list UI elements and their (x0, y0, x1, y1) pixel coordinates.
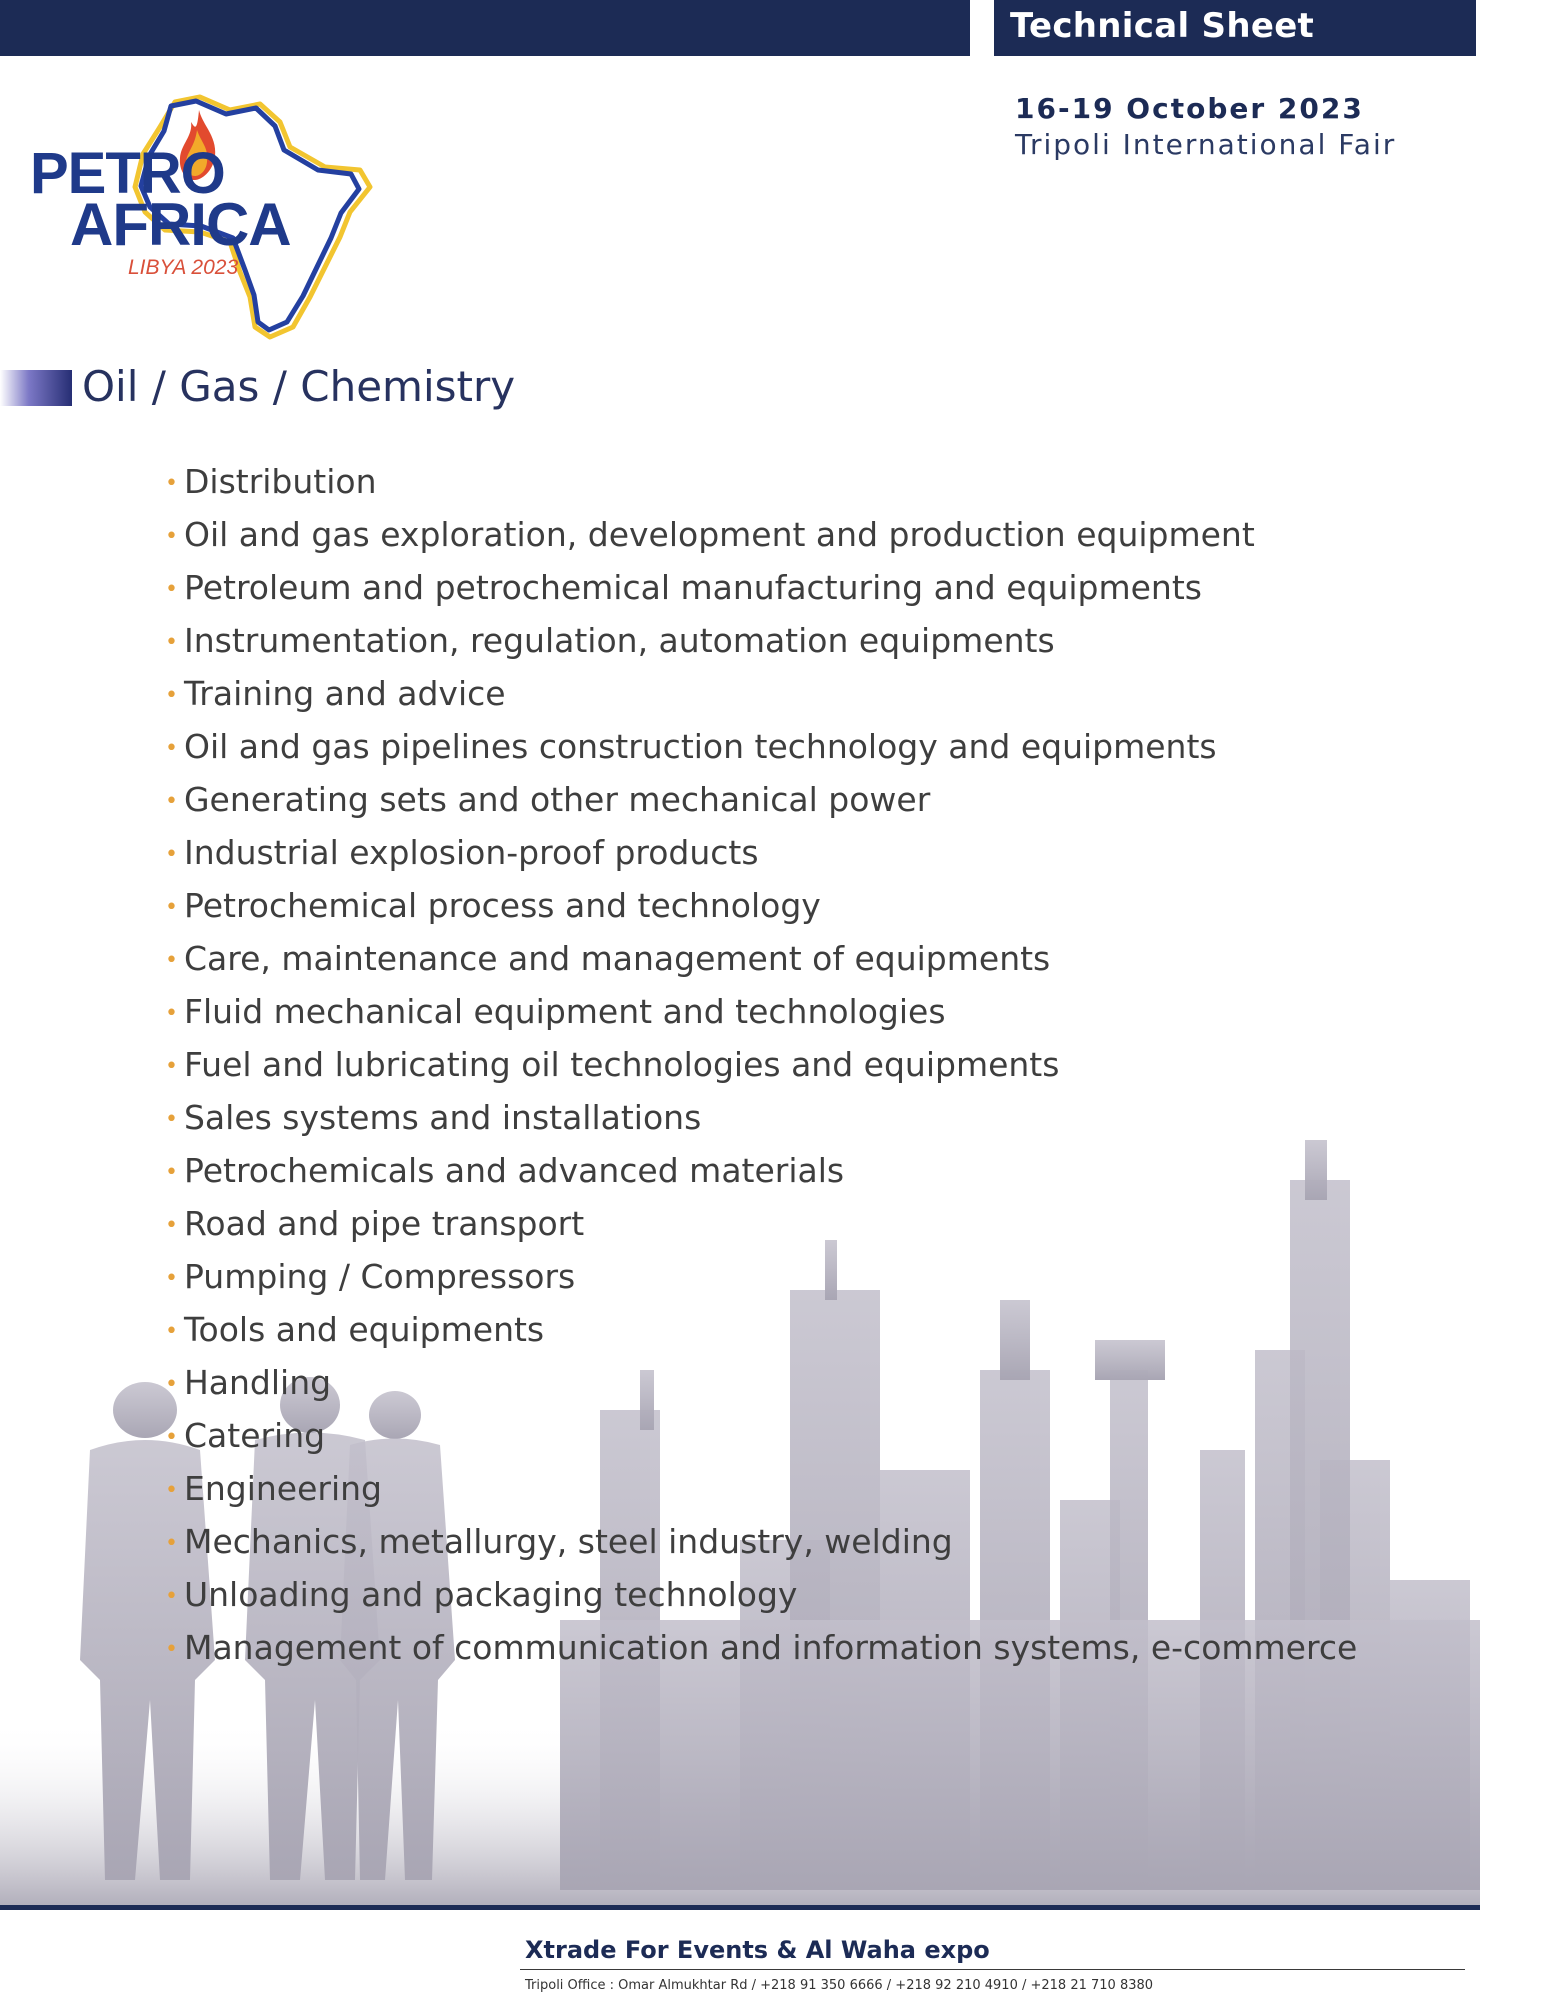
category-list (165, 455, 1357, 1674)
list-item (165, 1144, 1357, 1197)
list-item-text: Management of communication and information systems, e-commerce (183, 1628, 1358, 1667)
list-item (165, 1091, 1357, 1144)
bullet-icon: • (165, 736, 178, 761)
bullet-icon: • (165, 842, 178, 867)
list-item (165, 1409, 1357, 1462)
list-item (165, 1621, 1357, 1674)
footer-divider (0, 1905, 1480, 1910)
list-item-text: Catering (183, 1416, 326, 1455)
list-item-text: Petroleum and petrochemical manufacturing and equipments (183, 568, 1202, 607)
list-item (165, 1038, 1357, 1091)
footer-underline (520, 1969, 1465, 1970)
bullet-icon: • (165, 630, 178, 655)
bullet-icon: • (165, 1160, 178, 1185)
logo-line2: AFRICA (70, 191, 291, 258)
footer-contact: Tripoli Office : Omar Almukhtar Rd / +218 91 350 6666 / +218 92 210 4910 / +218 21 710 8380 (525, 1978, 1154, 1993)
list-item (165, 561, 1357, 614)
list-item (165, 985, 1357, 1038)
list-item-text: Handling (183, 1363, 332, 1402)
list-item (165, 1197, 1357, 1250)
list-item-text: Fluid mechanical equipment and technologies (183, 992, 946, 1031)
list-item (165, 720, 1357, 773)
bullet-icon: • (165, 1213, 178, 1238)
list-item (165, 1462, 1357, 1515)
list-item (165, 1515, 1357, 1568)
list-item-text: Mechanics, metallurgy, steel industry, welding (183, 1522, 953, 1561)
list-item (165, 1568, 1357, 1621)
list-item-text: Training and advice (183, 674, 506, 713)
list-item (165, 773, 1357, 826)
list-item-text: Oil and gas pipelines construction technology and equipments (183, 727, 1217, 766)
bullet-icon: • (165, 1107, 178, 1132)
list-item-text: Pumping / Compressors (183, 1257, 576, 1296)
list-item-text: Engineering (183, 1469, 382, 1508)
bullet-icon: • (165, 1478, 178, 1503)
list-item (165, 1250, 1357, 1303)
list-item-text: Distribution (183, 462, 377, 501)
list-item-text: Road and pipe transport (183, 1204, 585, 1243)
bullet-icon: • (165, 471, 178, 496)
section-accent-bar (0, 370, 72, 406)
event-venue: Tripoli International Fair (1015, 128, 1397, 161)
list-item (165, 1303, 1357, 1356)
bullet-icon: • (165, 577, 178, 602)
bullet-icon: • (165, 1266, 178, 1291)
list-item-text: Petrochemicals and advanced materials (183, 1151, 845, 1190)
list-item (165, 667, 1357, 720)
list-item-text: Oil and gas exploration, development and production equipment (183, 515, 1255, 554)
section-title: Oil / Gas / Chemistry (82, 362, 516, 411)
bullet-icon: • (165, 1531, 178, 1556)
bullet-icon: • (165, 1372, 178, 1397)
bullet-icon: • (165, 1425, 178, 1450)
list-item (165, 455, 1357, 508)
bullet-icon: • (165, 1001, 178, 1026)
list-item-text: Generating sets and other mechanical power (183, 780, 931, 819)
bullet-icon: • (165, 524, 178, 549)
list-item-text: Industrial explosion-proof products (183, 833, 759, 872)
list-item-text: Petrochemical process and technology (183, 886, 821, 925)
bullet-icon: • (165, 895, 178, 920)
sheet-title: Technical Sheet (1010, 6, 1315, 46)
logo-line1: PETRO (30, 141, 225, 206)
bullet-icon: • (165, 1319, 178, 1344)
list-item (165, 508, 1357, 561)
list-item-text: Fuel and lubricating oil technologies and equipments (183, 1045, 1060, 1084)
list-item (165, 879, 1357, 932)
bullet-icon: • (165, 1584, 178, 1609)
header-bar (0, 0, 970, 56)
bullet-icon: • (165, 1637, 178, 1662)
bullet-icon: • (165, 683, 178, 708)
bullet-icon: • (165, 1054, 178, 1079)
list-item-text: Instrumentation, regulation, automation equipments (183, 621, 1055, 660)
bullet-icon: • (165, 789, 178, 814)
event-dates: 16-19 October 2023 (1015, 92, 1364, 125)
list-item-text: Sales systems and installations (183, 1098, 702, 1137)
list-item (165, 932, 1357, 985)
list-item-text: Tools and equipments (183, 1310, 545, 1349)
list-item-text: Care, maintenance and management of equipments (183, 939, 1051, 978)
list-item-text: Unloading and packaging technology (183, 1575, 798, 1614)
list-item (165, 614, 1357, 667)
bullet-icon: • (165, 948, 178, 973)
list-item (165, 1356, 1357, 1409)
logo-subtitle: LIBYA 2023 (128, 256, 239, 279)
list-item (165, 826, 1357, 879)
footer-company: Xtrade For Events & Al Waha expo (525, 1936, 990, 1964)
